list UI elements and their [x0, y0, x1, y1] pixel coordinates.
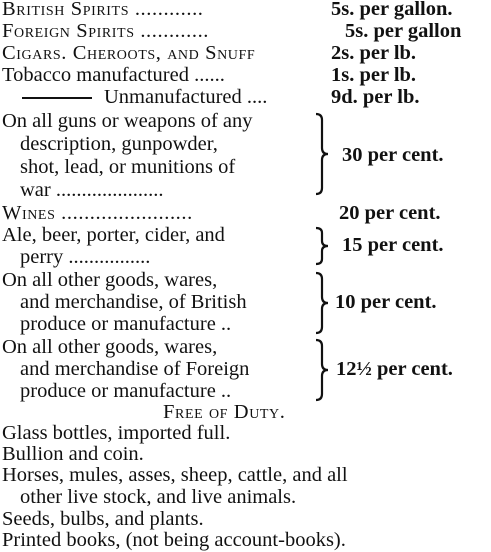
- item-british-spirits: British Spirits ............: [2, 0, 204, 20]
- free-item: Seeds, bulbs, and plants.: [2, 508, 204, 530]
- rate-guns: 30 per cent.: [342, 144, 444, 166]
- foreign-goods-brace: [312, 338, 334, 402]
- british-goods-line-1: On all other goods, wares,: [2, 269, 218, 291]
- item-wines: Wines .......................: [2, 202, 193, 224]
- ale-brace: [312, 226, 334, 266]
- foreign-goods-line-2: and merchandise of Foreign: [20, 358, 250, 380]
- rate-british-spirits: 5s. per gallon.: [331, 0, 453, 20]
- british-goods-line-2: and merchandise, of British: [20, 291, 247, 313]
- rate-wines: 20 per cent.: [339, 202, 441, 224]
- unmanufactured-label: Unmanufactured ....: [104, 86, 268, 108]
- free-item: Horses, mules, asses, sheep, cattle, and all: [2, 464, 348, 486]
- guns-brace: [312, 112, 334, 196]
- rate-foreign-spirits: 5s. per gallon: [345, 20, 462, 42]
- guns-line-2: description, gunpowder,: [20, 133, 218, 155]
- rate-cigars: 2s. per lb.: [331, 42, 417, 64]
- foreign-goods-line-1: On all other goods, wares,: [2, 336, 218, 358]
- ale-line-1: Ale, beer, porter, cider, and: [2, 224, 225, 246]
- rate-tobacco-manufactured: 1s. per lb.: [331, 64, 417, 86]
- item-tobacco-manufactured: Tobacco manufactured ......: [2, 64, 225, 86]
- item-cigars: Cigars. Cheroots, and Snuff: [2, 42, 256, 64]
- ditto-dash: [22, 97, 92, 99]
- rate-ale: 15 per cent.: [342, 234, 444, 256]
- free-of-duty-heading: Free of Duty.: [163, 401, 286, 423]
- ale-line-2: perry ................: [20, 246, 151, 268]
- british-goods-brace: [312, 271, 334, 335]
- british-goods-line-3: produce or manufacture ..: [20, 313, 232, 335]
- item-tobacco-unmanufactured: [2, 86, 267, 109]
- rate-tobacco-unmanufactured: 9d. per lb.: [331, 86, 420, 108]
- free-item: Bullion and coin.: [2, 443, 144, 465]
- item-foreign-spirits: Foreign Spirits ............: [2, 20, 210, 42]
- guns-line-4: war .....................: [20, 179, 164, 201]
- foreign-goods-line-3: produce or manufacture ..: [20, 380, 232, 402]
- free-item: Printed books, (not being account-books).: [2, 529, 346, 551]
- free-item: Glass bottles, imported full.: [2, 422, 231, 444]
- guns-line-3: shot, lead, or munitions of: [20, 156, 236, 178]
- rate-foreign-goods: 12½ per cent.: [336, 358, 453, 380]
- free-item: other live stock, and live animals.: [20, 486, 297, 508]
- rate-british-goods: 10 per cent.: [335, 291, 437, 313]
- guns-line-1: On all guns or weapons of any: [2, 110, 253, 132]
